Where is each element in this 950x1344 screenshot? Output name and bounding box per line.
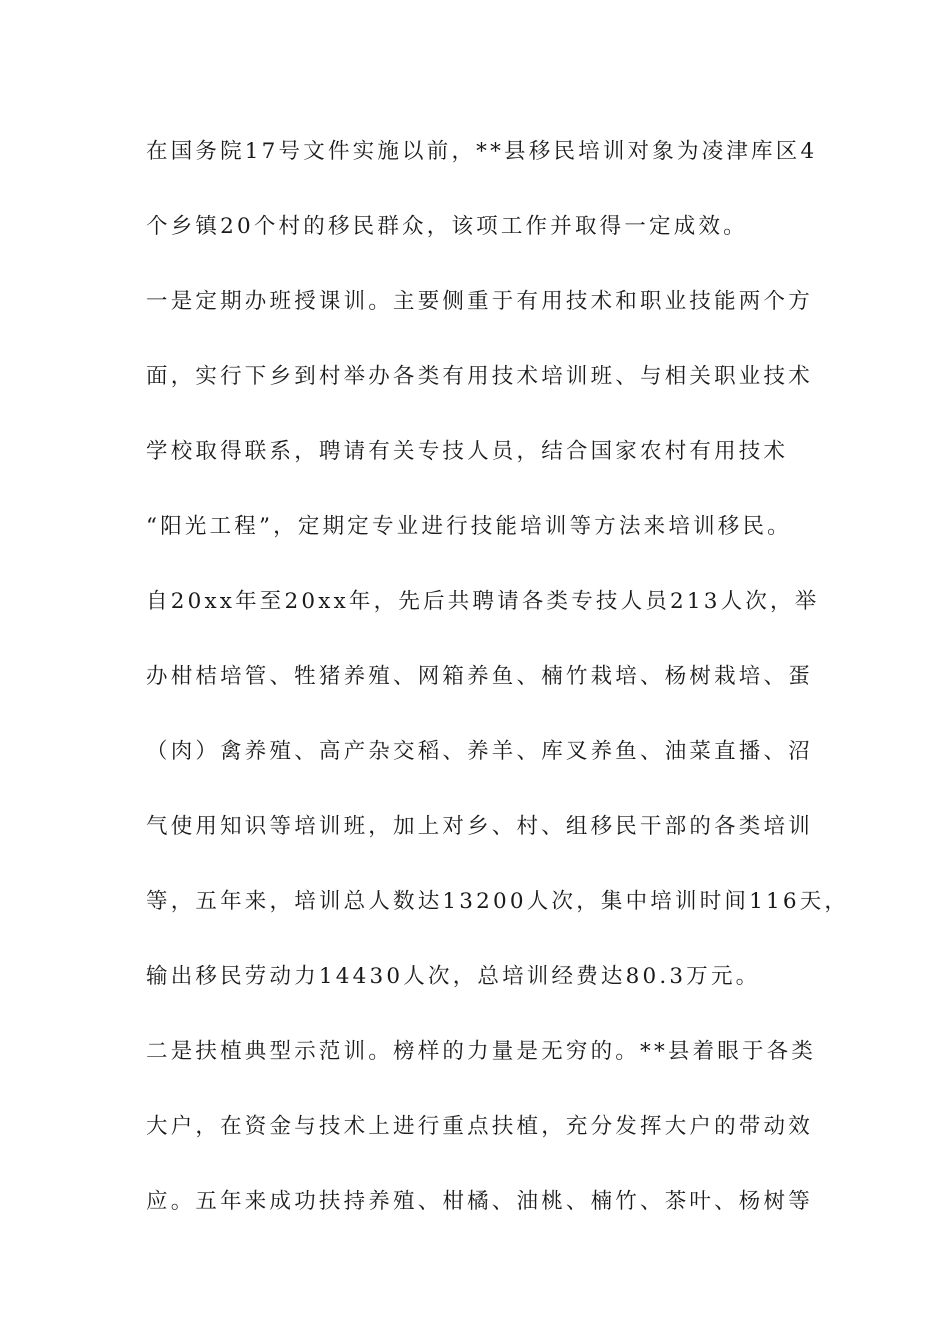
text-line: 个乡镇20个村的移民群众，该项工作并取得一定成效。 <box>146 214 748 239</box>
text-line: 二是扶植典型示范训。榜样的力量是无穷的。**县着眼于各类 <box>146 1039 817 1064</box>
text-line: （肉）禽养殖、高产杂交稻、养羊、库叉养鱼、油菜直播、沼 <box>146 739 813 764</box>
text-line: 面，实行下乡到村举办各类有用技术培训班、与相关职业技术 <box>146 364 813 389</box>
text-line: 一是定期办班授课训。主要侧重于有用技术和职业技能两个方 <box>146 289 813 314</box>
document-body <box>146 130 850 1255</box>
text-line: “阳光工程”，定期定专业进行技能培训等方法来培训移民。 <box>146 514 792 539</box>
text-line: 办柑桔培管、牲猪养殖、网箱养鱼、楠竹栽培、杨树栽培、蛋 <box>146 664 813 689</box>
text-line: 输出移民劳动力14430人次，总培训经费达80.3万元。 <box>146 964 761 989</box>
text-line: 在国务院17号文件实施以前，**县移民培训对象为凌津库区4 <box>146 139 818 164</box>
text-line: 气使用知识等培训班，加上对乡、村、组移民干部的各类培训 <box>146 814 813 839</box>
text-line: 应。五年来成功扶持养殖、柑橘、油桃、楠竹、茶叶、杨树等 <box>146 1189 813 1214</box>
text-line: 学校取得联系，聘请有关专技人员，结合国家农村有用技术 <box>146 439 789 464</box>
text-line: 等，五年来，培训总人数达13200人次，集中培训时间116天， <box>146 889 850 914</box>
text-line: 大户，在资金与技术上进行重点扶植，充分发挥大户的带动效 <box>146 1114 813 1139</box>
text-line: 自20xx年至20xx年，先后共聘请各类专技人员213人次，举 <box>146 589 820 614</box>
